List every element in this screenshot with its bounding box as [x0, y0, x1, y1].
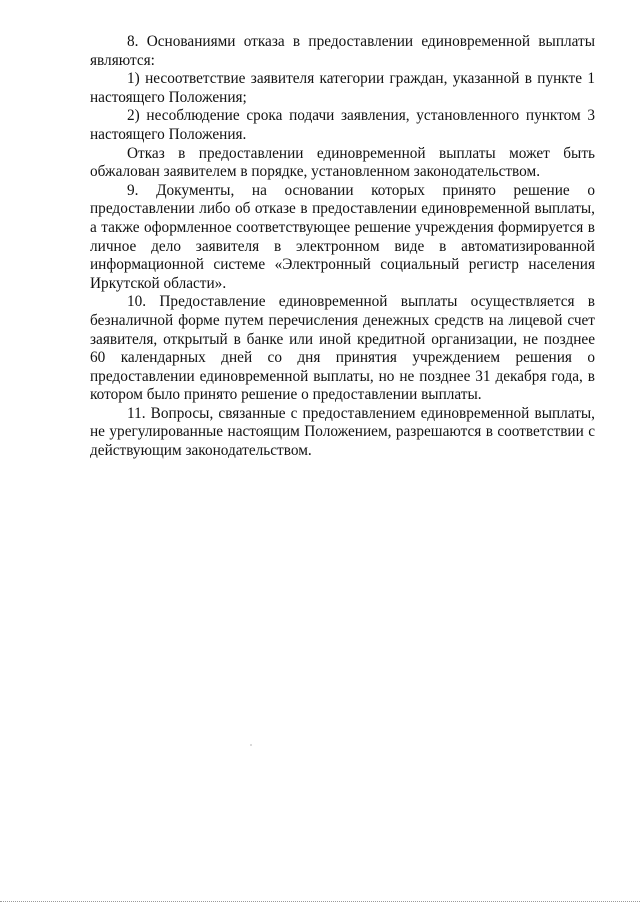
paragraph-11-other-questions: 11. Вопросы, связанные с предоставлением единовременной выплаты, не урегулированные настоящим Положением, разрешаются в соответствии с действующим законодательством.: [90, 404, 595, 460]
paragraph-refusal-appeal: Отказ в предоставлении единовременной выплаты может быть обжалован заявителем в порядке, установленном законодательством.: [90, 144, 595, 181]
scan-speck: [250, 744, 252, 746]
paragraph-9-documents: 9. Документы, на основании которых принято решение о предоставлении либо об отказе в предоставлении единовременной выплаты, а также оформленное соответствующее решение учреждения формируется в личное дело заявителя в электронном виде в автоматизированной информационной системе «Электронный социальный регистр населения Иркутской области».: [90, 181, 595, 292]
document-body: [90, 33, 595, 461]
paragraph-10-payment: 10. Предоставление единовременной выплаты осуществляется в безналичной форме путем перечисления денежных средств на лицевой счет заявителя, открытый в банке или иной кредитной организации, не позднее 60 календарных дней со дня принятия учреждением решения о предоставлении единовременной выплаты, но не позднее 31 декабря года, в котором было принято решение о предоставлении выплаты.: [90, 293, 595, 404]
page-bottom-edge: [0, 901, 640, 902]
paragraph-8-item-2: 2) несоблюдение срока подачи заявления, установленного пунктом 3 настоящего Положения.: [90, 107, 595, 143]
paragraph-8-refusal-grounds: 8. Основаниями отказа в предоставлении единовременной выплаты являются:: [90, 33, 595, 69]
paragraph-8-item-1: 1) несоответствие заявителя категории граждан, указанной в пункте 1 настоящего Положения;: [90, 70, 595, 106]
